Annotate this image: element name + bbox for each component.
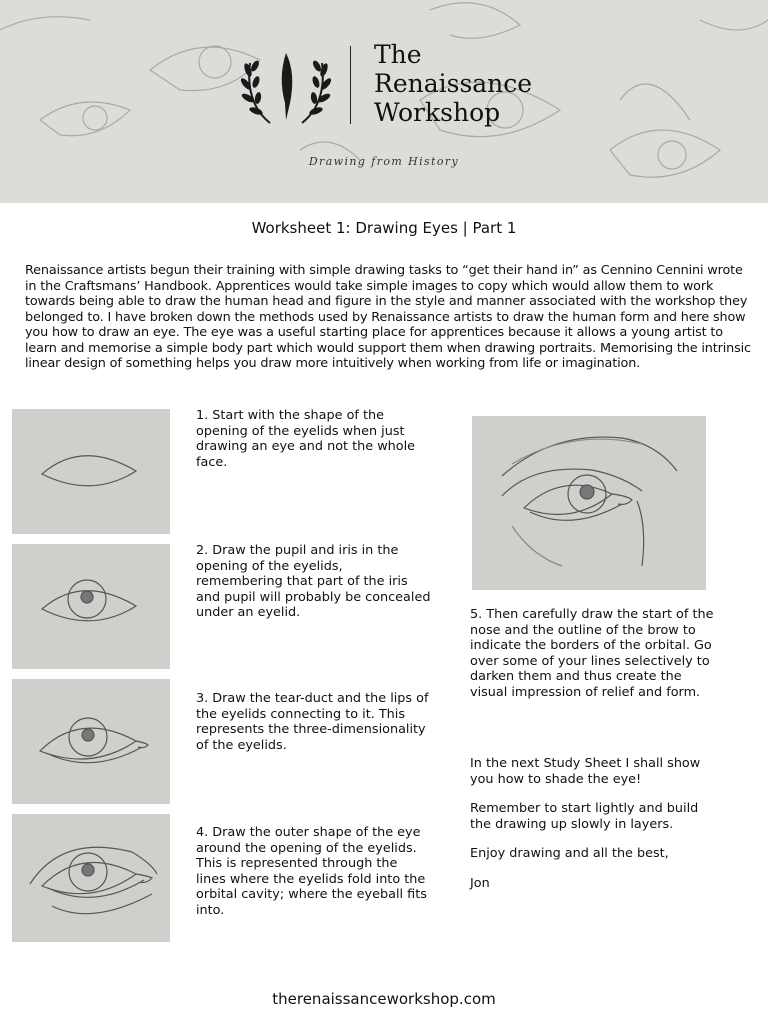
worksheet-title: Worksheet 1: Drawing Eyes | Part 1: [251, 219, 517, 237]
brand-line: Workshop: [374, 98, 501, 127]
brand-line: Renaissance: [374, 69, 533, 98]
step-3-sketch: [12, 679, 170, 804]
step-4-text: 4. Draw the outer shape of the eye around the opening of the eyelids. This is represented through the lines where the eyelids fold into the orbital cavity; where the eyeball fits into.: [196, 825, 427, 918]
signature: Jon: [470, 875, 490, 891]
closing-line: Remember to start lightly and build the drawing up slowly in layers.: [470, 801, 699, 832]
closing-line: In the next Study Sheet I shall show you how to shade the eye!: [470, 756, 701, 787]
header-banner: [0, 0, 768, 203]
step-2-text: 2. Draw the pupil and iris in the opening of the eyelids, remembering that part of the iris and pupil will probably be concealed under an eyelid.: [196, 543, 431, 620]
closing-notes: [470, 756, 715, 905]
tagline: Drawing from History: [308, 155, 460, 168]
brand-line: The: [374, 40, 422, 69]
brand-name: [374, 40, 532, 127]
step-1-sketch: [12, 409, 170, 534]
intro-paragraph: Renaissance artists begun their training with simple drawing tasks to “get their hand in” as Cennino Cennini wrote in the Craftsmans’ Handbook. Apprentices would take simple images to copy which would allow them to work towards being able to draw the human head and figure in the style and manner associated with the workshop they belonged to. I have broken down the methods used by Renaissance artists to draw the human form and here show you how to draw an eye. The eye was a useful starting place for apprentices because it allows a young artist to learn and memorise a simple body part which would support them when drawing portraits. Memorising the intrinsic linear design of something helps you draw more intuitively when working from life or imagination.: [25, 263, 751, 371]
laurel-quill-logo-icon: [240, 48, 332, 128]
step-1-text: 1. Start with the shape of the opening of the eyelids when just drawing an eye and not the whole face.: [196, 408, 416, 470]
step-3-text: 3. Draw the tear-duct and the lips of the eyelids connecting to it. This represents the three-dimensionality of the eyelids.: [196, 691, 429, 753]
step-5-text: 5. Then carefully draw the start of the nose and the outline of the brow to indicate the borders of the orbital. Go over some of your lines selectively to darken them and thus create the visual impression of relief and form.: [470, 607, 714, 700]
step-4-sketch: [12, 814, 170, 942]
footer-url[interactable]: therenaissanceworkshop.com: [272, 990, 496, 1008]
step-5-sketch: [472, 416, 706, 590]
logo-divider: [350, 46, 351, 124]
step-2-sketch: [12, 544, 170, 669]
closing-line: Enjoy drawing and all the best,: [470, 846, 669, 861]
